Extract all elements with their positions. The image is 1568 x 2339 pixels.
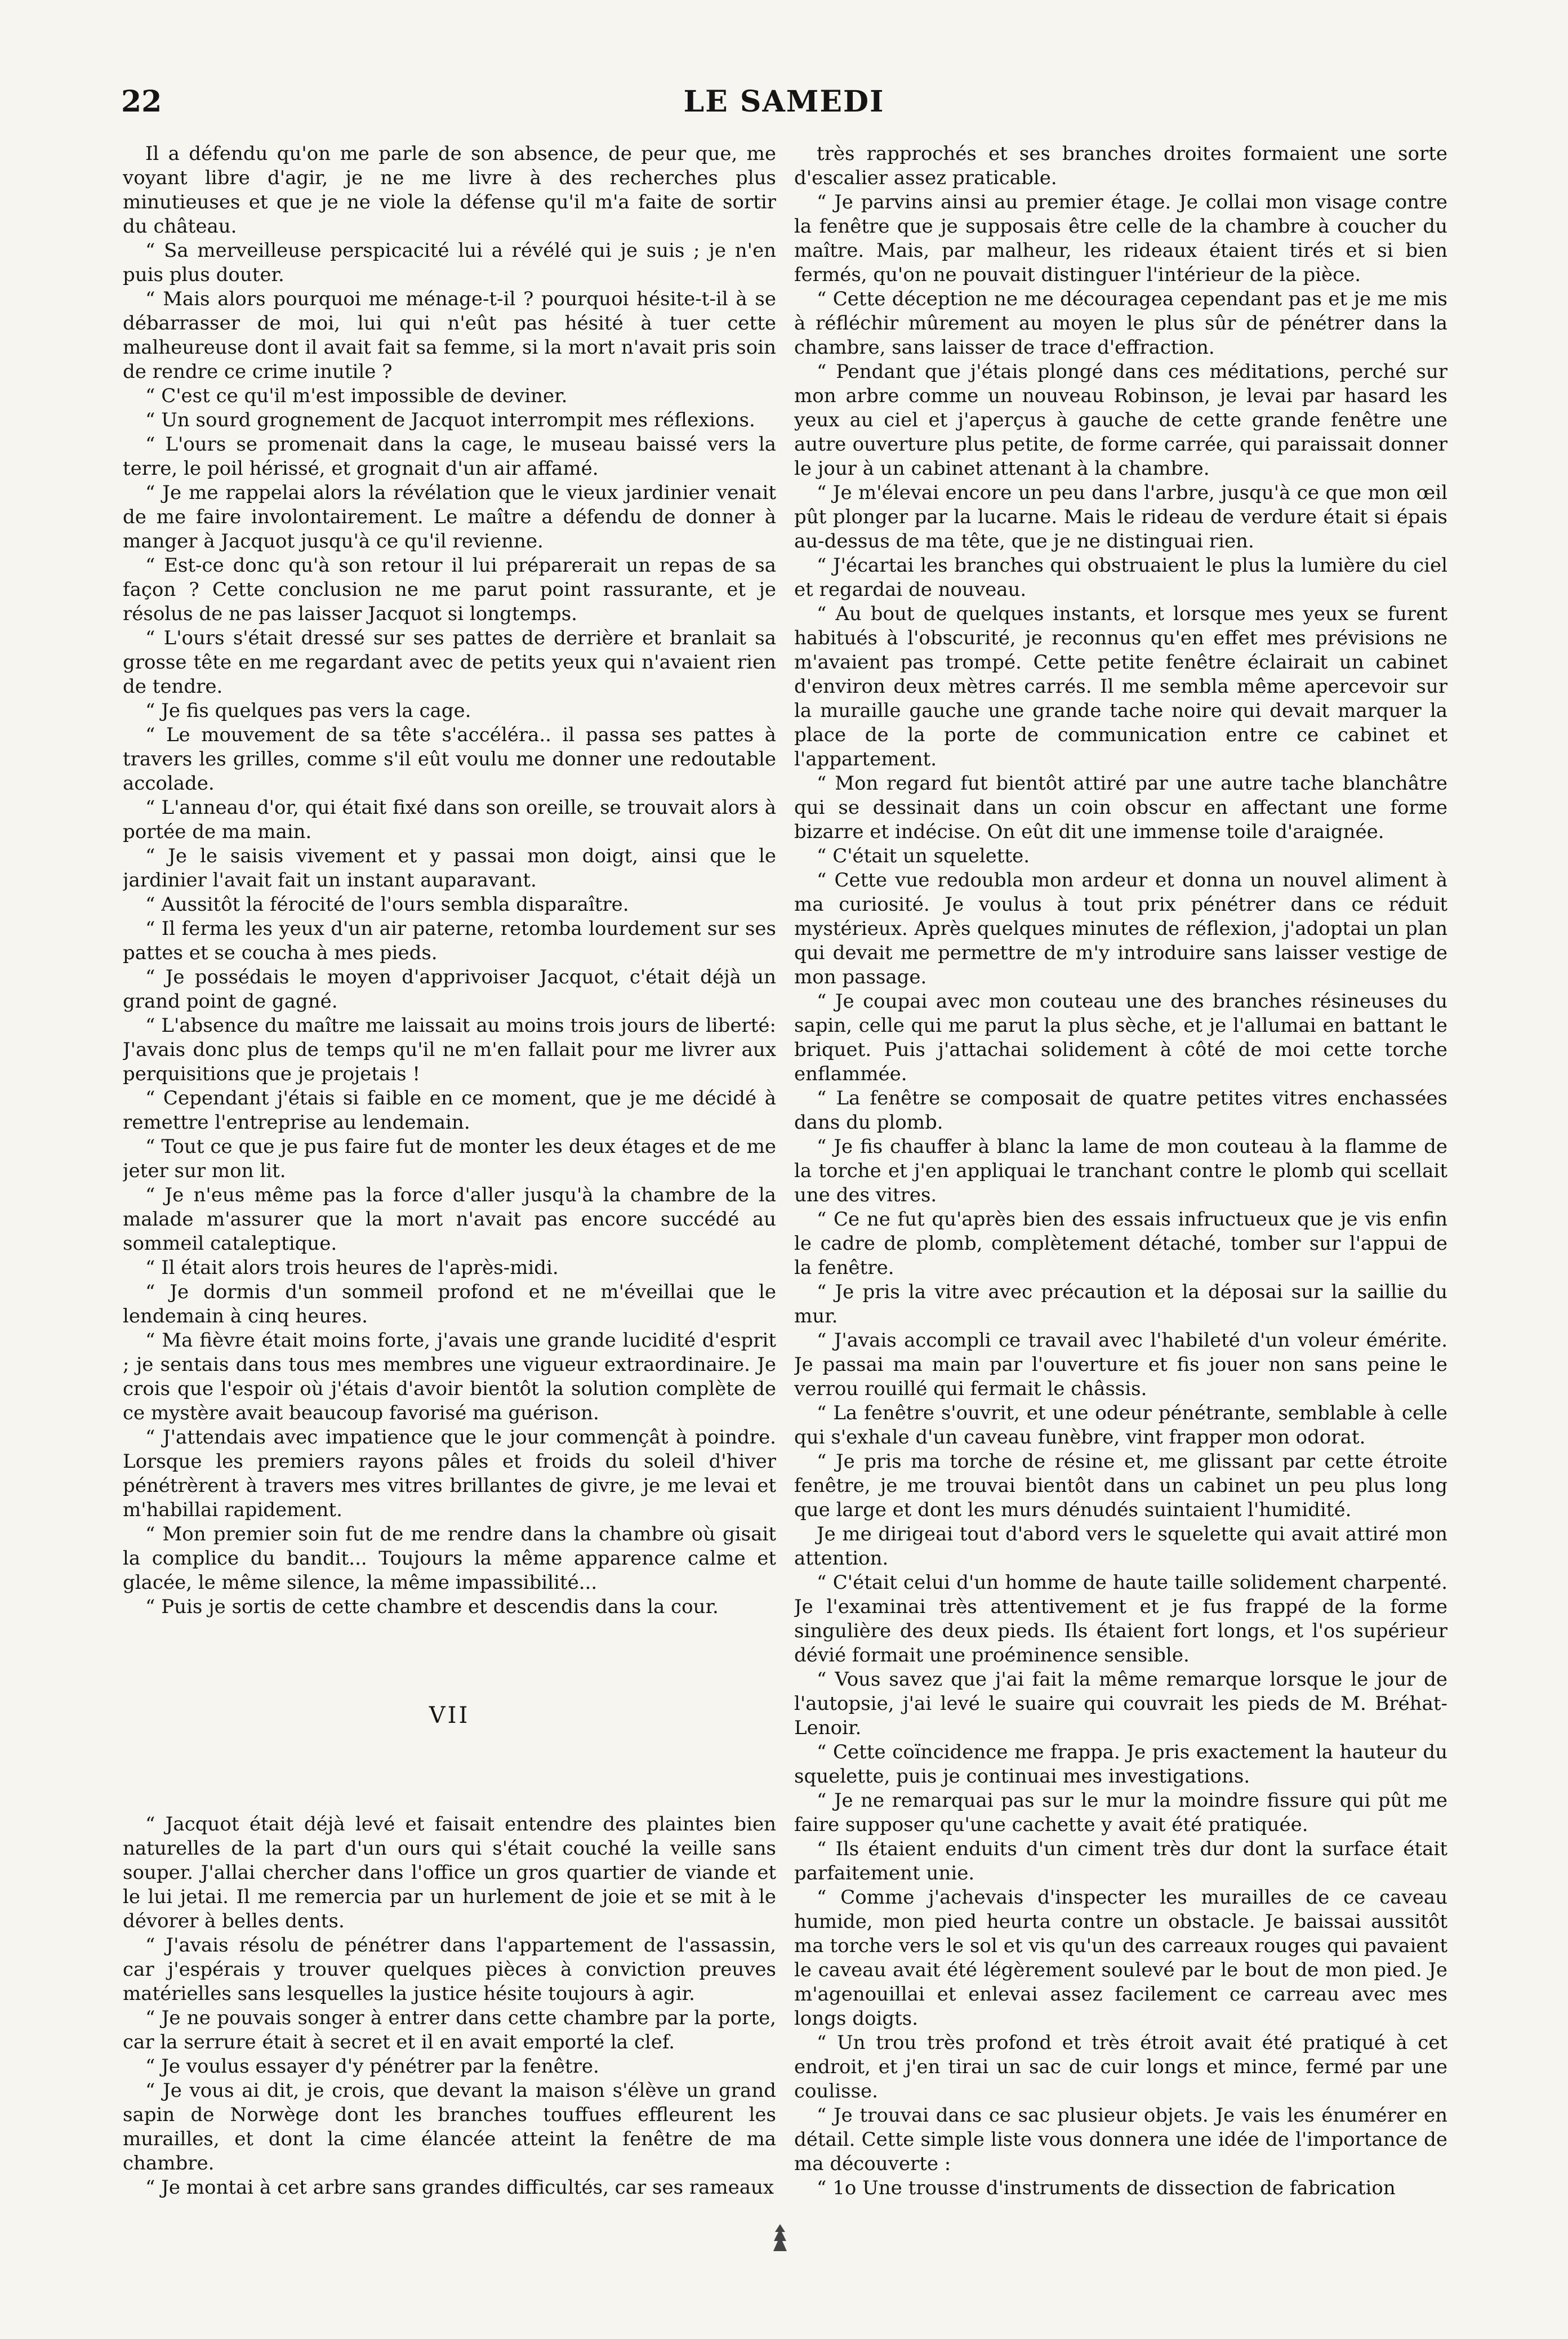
journal-title: LE SAMEDI bbox=[683, 84, 885, 119]
paragraph: “ Je ne pouvais songer à entrer dans cette chambre par la porte, car la serrure était à secret et il en avait emporté la clef. bbox=[123, 2007, 776, 2053]
paragraph: “ La fenêtre se composait de quatre petites vitres enchassées dans du plomb. bbox=[794, 1087, 1447, 1134]
paragraph: “ Je montai à cet arbre sans grandes difficultés, car ses rameaux bbox=[145, 2176, 774, 2199]
paragraph: “ Un sourd grognement de Jacquot interrompit mes réflexions. bbox=[145, 409, 755, 431]
paragraph: Je me dirigeai tout d'abord vers le squelette qui avait attiré mon attention. bbox=[794, 1523, 1447, 1570]
paragraph: “ Cette déception ne me découragea cependant pas et je me mis à réfléchir mûrement au moyen le plus sûr de pénétrer dans la chambre, sans laisser de trace d'effraction. bbox=[794, 288, 1447, 359]
paragraph: “ Je parvins ainsi au premier étage. Je collai mon visage contre la fenêtre que je supposais être celle de la chambre à coucher du maître. Mais, par malheur, les rideaux étaient tirés et si bien fermés, qu'on ne pouvait distinguer l'intérieur de la pièce. bbox=[794, 191, 1447, 286]
paragraph: Il a défendu qu'on me parle de son absence, de peur que, me voyant libre d'agir, je ne me livre à des recherches plus minutieuses et que je ne viole la défense qu'il m'a faite de sortir du château. bbox=[123, 142, 776, 238]
paragraph: “ Jacquot était déjà levé et faisait entendre des plaintes bien naturelles de la part d'un ours qui s'était couché la veille sans souper. J'allai chercher dans l'office un gros quartier de viande et le lui jetai. Il me remercia par un hurlement de joie et se mit à le dévorer à belles dents. bbox=[123, 1813, 776, 1932]
paragraph: “ C'était un squelette. bbox=[817, 845, 1030, 867]
paragraph: “ J'écartai les branches qui obstruaient le plus la lumière du ciel et regardai de nouveau. bbox=[794, 554, 1447, 601]
left-text-after-chapter bbox=[123, 1812, 776, 2200]
paragraph: “ Mais alors pourquoi me ménage-t-il ? pourquoi hésite-t-il à se débarrasser de moi, lui qui n'eût pas hésité à tuer cette malheureuse dont il avait fait sa femme, si la mort n'avait pris soin de rendre ce crime inutile ? bbox=[123, 288, 776, 383]
paragraph: “ Je le saisis vivement et y passai mon doigt, ainsi que le jardinier l'avait fait un instant auparavant. bbox=[123, 845, 776, 892]
paragraph: “ Je coupai avec mon couteau une des branches résineuses du sapin, celle qui me parut la plus sèche, et je l'allumai en battant le briquet. Puis j'attachai solidement à côté de moi cette torche enflammée. bbox=[794, 990, 1447, 1085]
paragraph: “ L'absence du maître me laissait au moins trois jours de liberté: J'avais donc plus de temps qu'il ne m'en fallait pour me livrer aux perquisitions que je projetais ! bbox=[123, 1014, 776, 1085]
paragraph: “ Puis je sortis de cette chambre et descendis dans la cour. bbox=[145, 1596, 719, 1618]
paragraph: “ 1o Une trousse d'instruments de dissection de fabrication bbox=[817, 2177, 1396, 2199]
paragraph: “ J'avais résolu de pénétrer dans l'appartement de l'assassin, car j'espérais y trouver quelques pièces à conviction preuves matérielles sans lesquelles la justice hésite toujours à agir. bbox=[123, 1934, 776, 2005]
paragraph: “ Je pris la vitre avec précaution et la déposai sur la saillie du mur. bbox=[794, 1281, 1447, 1327]
paragraph: “ Il était alors trois heures de l'après-midi. bbox=[145, 1257, 559, 1279]
paragraph: “ Je dormis d'un sommeil profond et ne m'éveillai que le lendemain à cinq heures. bbox=[123, 1281, 776, 1327]
page-header bbox=[121, 84, 1447, 130]
left-text-before-chapter bbox=[123, 142, 776, 1619]
printer-ornament-icon bbox=[772, 2222, 789, 2256]
paragraph: “ Je pris ma torche de résine et, me glissant par cette étroite fenêtre, je me trouvai bientôt dans un cabinet un peu plus long que large et dont les murs dénudés suintaient l'humidité. bbox=[794, 1450, 1447, 1521]
paragraph: “ L'ours se promenait dans la cage, le museau baissé vers la terre, le poil hérissé, et grognait d'un air affamé. bbox=[123, 433, 776, 480]
page-number: 22 bbox=[121, 84, 162, 119]
paragraph: “ Cependant j'étais si faible en ce moment, que je me décidé à remettre l'entreprise au lendemain. bbox=[123, 1087, 776, 1134]
paragraph: “ Tout ce que je pus faire fut de monter les deux étages et de me jeter sur mon lit. bbox=[123, 1135, 776, 1182]
paragraph: “ Aussitôt la férocité de l'ours sembla disparaître. bbox=[145, 893, 629, 916]
paragraph: “ J'attendais avec impatience que le jour commençât à poindre. Lorsque les premiers rayons pâles et froids du soleil d'hiver pénétrèrent à travers mes vitres brillantes de givre, je me levai et m'habillai rapidement. bbox=[123, 1426, 776, 1521]
paragraph: “ Comme j'achevais d'inspecter les murailles de ce caveau humide, mon pied heurta contre un obstacle. Je baissai aussitôt ma torche vers le sol et vis qu'un des carreaux rouges qui pavaient le caveau avait été légèrement soulevé par le bout de mon pied. Je m'agenouillai et enlevai assez facilement ce carreau avec mes longs doigts. bbox=[794, 1886, 1447, 2030]
paragraph: “ Je m'élevai encore un peu dans l'arbre, jusqu'à ce que mon œil pût plonger par la lucarne. Mais le rideau de verdure était si épais au-dessus de ma tête, que je ne distinguai rien. bbox=[794, 482, 1447, 553]
left-column bbox=[123, 142, 776, 2271]
paragraph: “ Je voulus essayer d'y pénétrer par la fenêtre. bbox=[145, 2055, 599, 2078]
paragraph: très rapprochés et ses branches droites formaient une sorte d'escalier assez praticable. bbox=[794, 142, 1447, 189]
right-text bbox=[794, 142, 1447, 2200]
paragraph: “ C'était celui d'un homme de haute taille solidement charpenté. Je l'examinai très attentivement et je fus frappé de la forme singulière des deux pieds. Ils étaient fort longs, et l'os supérieur dévié formait une proéminence sensible. bbox=[794, 1571, 1447, 1667]
paragraph: “ Vous savez que j'ai fait la même remarque lorsque le jour de l'autopsie, j'ai levé le suaire qui couvrait les pieds de M. Bréhat-Lenoir. bbox=[794, 1668, 1447, 1739]
paragraph: “ Ce ne fut qu'après bien des essais infructueux que je vis enfin le cadre de plomb, complètement détaché, tomber sur l'appui de la fenêtre. bbox=[794, 1208, 1447, 1279]
paragraph: “ La fenêtre s'ouvrit, et une odeur pénétrante, semblable à celle qui s'exhale d'un caveau funèbre, vint frapper mon odorat. bbox=[794, 1402, 1447, 1449]
paragraph: “ L'ours s'était dressé sur ses pattes de derrière et branlait sa grosse tête en me regardant avec de petits yeux qui n'avaient rien de tendre. bbox=[123, 627, 776, 698]
right-column bbox=[794, 142, 1447, 2271]
chapter-heading: VII bbox=[429, 1703, 470, 1728]
paragraph: “ Je trouvai dans ce sac plusieur objets. Je vais les énumérer en détail. Cette simple liste vous donnera une idée de l'importance de ma découverte : bbox=[794, 2104, 1447, 2175]
paragraph: “ Au bout de quelques instants, et lorsque mes yeux se furent habitués à l'obscurité, je reconnus qu'en effet mes prévisions ne m'avaient pas trompé. Cette petite fenêtre éclairait un cabinet d'environ deux mètres carrés. Il me sembla même apercevoir sur la muraille gauche une grande tache noire qui devait marquer la place de la porte de communication entre ce cabinet et l'appartement. bbox=[794, 603, 1447, 770]
paragraph: “ L'anneau d'or, qui était fixé dans son oreille, se trouvait alors à portée de ma main. bbox=[123, 796, 776, 843]
paragraph: “ Je fis chauffer à blanc la lame de mon couteau à la flamme de la torche et j'en appliquai le tranchant contre le plomb qui scellait une des vitres. bbox=[794, 1135, 1447, 1206]
paragraph: “ Mon regard fut bientôt attiré par une autre tache blanchâtre qui se dessinait dans un coin obscur en affectant une forme bizarre et indécise. On eût dit une immense toile d'araignée. bbox=[794, 772, 1447, 843]
paragraph: “ Ils étaient enduits d'un ciment très dur dont la surface était parfaitement unie. bbox=[794, 1838, 1447, 1884]
paragraph: “ Je ne remarquai pas sur le mur la moindre fissure qui pût me faire supposer qu'une cachette y avait été pratiquée. bbox=[794, 1789, 1447, 1836]
paragraph: “ Le mouvement de sa tête s'accéléra.. il passa ses pattes à travers les grilles, comme s'il eût voulu me donner une redoutable accolade. bbox=[123, 724, 776, 795]
paragraph: “ Je fis quelques pas vers la cage. bbox=[145, 700, 471, 722]
paragraph: “ Je me rappelai alors la révélation que le vieux jardinier venait de me faire involontairement. Le maître a défendu de donner à manger à Jacquot jusqu'à ce qu'il revienne. bbox=[123, 482, 776, 553]
paragraph: “ C'est ce qu'il m'est impossible de deviner. bbox=[145, 385, 568, 407]
paragraph: “ Un trou très profond et très étroit avait été pratiqué à cet endroit, et j'en tirai un sac de cuir longs et mince, fermé par une coulisse. bbox=[794, 2031, 1447, 2102]
paragraph: “ Mon premier soin fut de me rendre dans la chambre où gisait la complice du bandit... Toujours la même apparence calme et glacée, le même silence, la même impassibilité... bbox=[123, 1523, 776, 1594]
paragraph: “ Pendant que j'étais plongé dans ces méditations, perché sur mon arbre comme un nouveau Robinson, je levai par hasard les yeux au ciel et j'aperçus à gauche de cette grande fenêtre une autre ouverture plus petite, de forme carrée, qui paraissait donner le jour à un cabinet attenant à la chambre. bbox=[794, 360, 1447, 480]
paragraph: “ Cette vue redoubla mon ardeur et donna un nouvel aliment à ma curiosité. Je voulus à tout prix pénétrer dans ce réduit mystérieux. Après quelques minutes de réflexion, j'adoptai un plan qui devait me permettre de m'y introduire sans laisser vestige de mon passage. bbox=[794, 869, 1447, 988]
paragraph: “ Ma fièvre était moins forte, j'avais une grande lucidité d'esprit ; je sentais dans tous mes membres une vigueur extraordinaire. Je crois que l'espoir où j'étais d'avoir bientôt la solution complète de ce mystère avait beaucoup favorisé ma guérison. bbox=[123, 1329, 776, 1424]
paragraph: “ Je possédais le moyen d'apprivoiser Jacquot, c'était déjà un grand point de gagné. bbox=[123, 966, 776, 1013]
paragraph: “ J'avais accompli ce travail avec l'habileté d'un voleur émérite. Je passai ma main par l'ouverture et fis jouer non sans peine le verrou rouillé qui fermait le châssis. bbox=[794, 1329, 1447, 1400]
paragraph: “ Cette coïncidence me frappa. Je pris exactement la hauteur du squelette, puis je continuai mes investigations. bbox=[794, 1741, 1447, 1788]
paragraph: “ Je vous ai dit, je crois, que devant la maison s'élève un grand sapin de Norwège dont les branches touffues effleurent les murailles, et dont la cime élancée atteint la fenêtre de ma chambre. bbox=[123, 2079, 776, 2175]
paragraph: “ Sa merveilleuse perspicacité lui a révélé qui je suis ; je n'en puis plus douter. bbox=[123, 239, 776, 286]
paragraph: “ Je n'eus même pas la force d'aller jusqu'à la chambre de la malade m'assurer que la mort n'avait pas encore succédé au sommeil cataleptique. bbox=[123, 1184, 776, 1255]
paragraph: “ Est-ce donc qu'à son retour il lui préparerait un repas de sa façon ? Cette conclusion ne me parut point rassurante, et je résolus de ne pas laisser Jacquot si longtemps. bbox=[123, 554, 776, 625]
paragraph: “ Il ferma les yeux d'un air paterne, retomba lourdement sur ses pattes et se coucha à mes pieds. bbox=[123, 917, 776, 964]
